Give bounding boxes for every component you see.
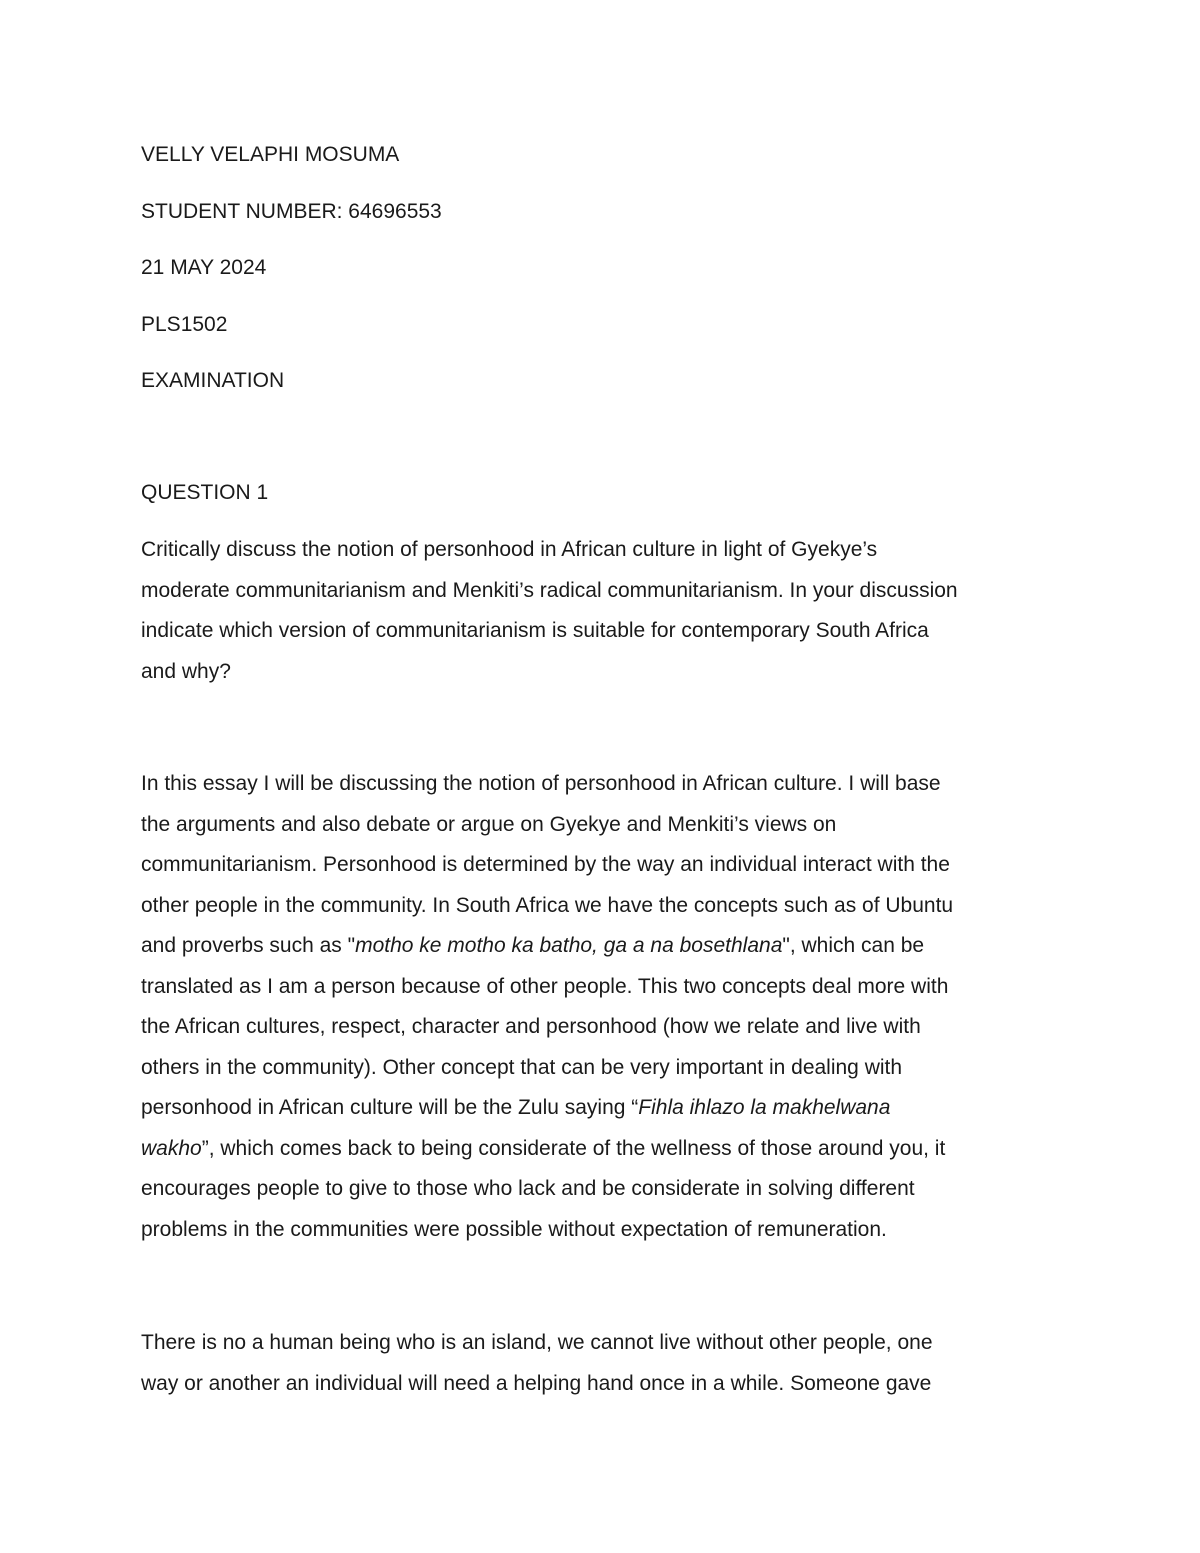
essay-text: and proverbs such as " xyxy=(141,934,356,957)
module-code: PLS1502 xyxy=(141,312,228,336)
essay-line: There is no a human being who is an island, we cannot live without other people, one xyxy=(141,1331,933,1354)
question-text xyxy=(141,530,1071,692)
essay-text: ", which can be xyxy=(782,934,925,957)
header-block xyxy=(141,142,1081,425)
essay-line xyxy=(141,1129,1071,1170)
student-name: VELLY VELAPHI MOSUMA xyxy=(141,143,400,166)
submission-date: 21 MAY 2024 xyxy=(141,256,267,279)
essay-line: translated as I am a person because of other people. This two concepts deal more with xyxy=(141,974,949,998)
essay-text: ”, which comes back to being considerate of the wellness of those around you, it xyxy=(201,1136,946,1160)
essay-line: other people in the community. In South Africa we have the concepts such as of Ubuntu xyxy=(141,893,954,917)
essay-line: problems in the communities were possible without expectation of remuneration. xyxy=(141,1217,887,1241)
essay-line: others in the community). Other concept that can be very important in dealing with xyxy=(141,1055,903,1079)
question-heading: QUESTION 1 xyxy=(141,481,269,504)
question-line: indicate which version of communitarianism is suitable for contemporary South Africa xyxy=(141,619,929,642)
essay-line: encourages people to give to those who lack and be considerate in solving different xyxy=(141,1177,915,1200)
question-line: Critically discuss the notion of personhood in African culture in light of Gyekye’s xyxy=(141,538,878,561)
essay-text: personhood in African culture will be the Zulu saying “ xyxy=(141,1096,639,1119)
essay-line xyxy=(141,926,1071,967)
setswana-proverb: motho ke motho ka batho, ga a na bosethlana xyxy=(355,934,783,957)
essay-line: the arguments and also debate or argue on Gyekye and Menkiti’s views on xyxy=(141,812,837,836)
zulu-saying: wakho xyxy=(141,1136,202,1160)
question-line: moderate communitarianism and Menkiti’s radical communitarianism. In your discussion xyxy=(141,578,958,602)
essay-line: way or another an individual will need a helping hand once in a while. Someone gave xyxy=(141,1371,932,1395)
essay-line: communitarianism. Personhood is determined by the way an individual interact with the xyxy=(141,853,950,876)
essay-line: the African cultures, respect, character and personhood (how we relate and live with xyxy=(141,1015,921,1038)
question-line: and why? xyxy=(141,659,231,683)
essay-paragraph-2 xyxy=(141,1323,1071,1404)
essay-line xyxy=(141,1088,1071,1129)
essay-line: In this essay I will be discussing the notion of personhood in African culture. I will base xyxy=(141,772,941,795)
essay-paragraph-1 xyxy=(141,764,1071,1250)
zulu-saying: Fihla ihlazo la makhelwana xyxy=(638,1096,891,1119)
student-number: STUDENT NUMBER: 64696553 xyxy=(141,199,442,223)
exam-type: EXAMINATION xyxy=(141,369,285,392)
